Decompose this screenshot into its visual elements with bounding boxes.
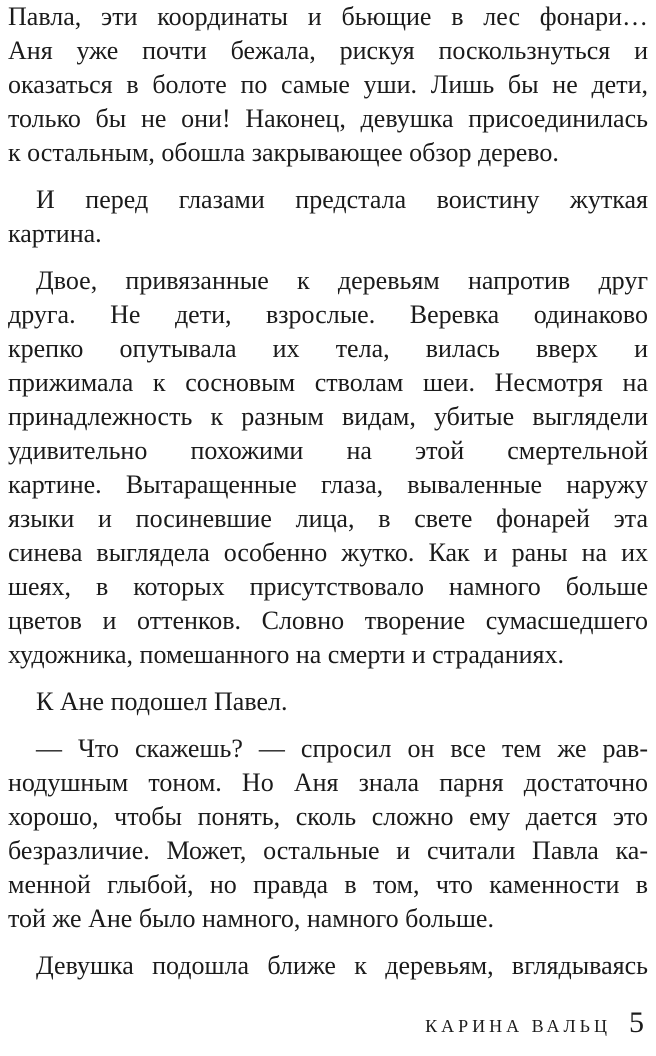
text-line: Девушка подошла ближе к деревьям, вглядываясь [36,951,648,980]
author-name: КАРИНА ВАЛЬЦ [425,1016,611,1036]
paragraph [8,264,648,672]
book-page [8,0,648,1056]
text-line: прижимала к сосновым стволам шеи. Несмотря на [8,368,648,397]
paragraph [8,183,648,251]
text-line: картина. [8,219,102,248]
paragraph [8,0,648,170]
text-line: языки и посиневшие лица, в свете фонарей эта [8,504,648,533]
text-line: оказаться в болоте по самые уши. Лишь бы не дети, [8,70,648,99]
text-line: к остальным, обошла закрывающее обзор дерево. [8,138,559,167]
paragraph-gap [8,170,648,183]
text-line: — Что скажешь? — спросил он все тем же рав- [36,734,648,763]
text-line: К Ане подошел Павел. [36,687,288,716]
text-line: цветов и оттенков. Словно творение сумасшедшего [8,606,648,635]
text-line: Павла, эти координаты и бьющие в лес фонари… [8,2,648,31]
text-line: удивительно похожими на этой смертельной [8,436,648,465]
text-line: друга. Не дети, взрослые. Веревка одинаково [8,300,648,329]
page-footer [8,1006,648,1046]
paragraph-gap [8,936,648,949]
paragraph-gap [8,719,648,732]
paragraph [8,685,648,719]
text-line: Двое, привязанные к деревьям напротив друг [36,266,648,295]
text-line: Аня уже почти бежала, рискуя поскользнуться и [8,36,648,65]
text-line: синева выглядела особенно жутко. Как и раны на их [8,538,648,567]
text-line: принадлежность к разным видам, убитые выглядели [8,402,648,431]
text-line: хорошо, чтобы понять, сколь сложно ему дается это [8,802,648,831]
text-line: шеях, в которых присутствовало намного больше [8,572,648,601]
paragraph-gap [8,672,648,685]
paragraph [8,949,648,983]
text-line: менной глыбой, но правда в том, что каменности в [8,870,648,899]
text-line: картине. Вытаращенные глаза, вываленные наружу [8,470,648,499]
text-line: нодушным тоном. Но Аня знала парня достаточно [8,768,648,797]
text-line: той же Ане было намного, намного больше. [8,904,494,933]
text-line: И перед глазами предстала воистину жуткая [36,185,648,214]
text-line: только бы не они! Наконец, девушка присоединилась [8,104,648,133]
text-line: крепко опутывала их тела, вилась вверх и [8,334,648,363]
text-line: художника, помешанного на смерти и страданиях. [8,640,564,669]
text-body [8,0,648,983]
page-number: 5 [629,1006,644,1039]
paragraph-gap [8,251,648,264]
text-line: безразличие. Может, остальные и считали Павла ка- [8,836,648,865]
paragraph [8,732,648,936]
